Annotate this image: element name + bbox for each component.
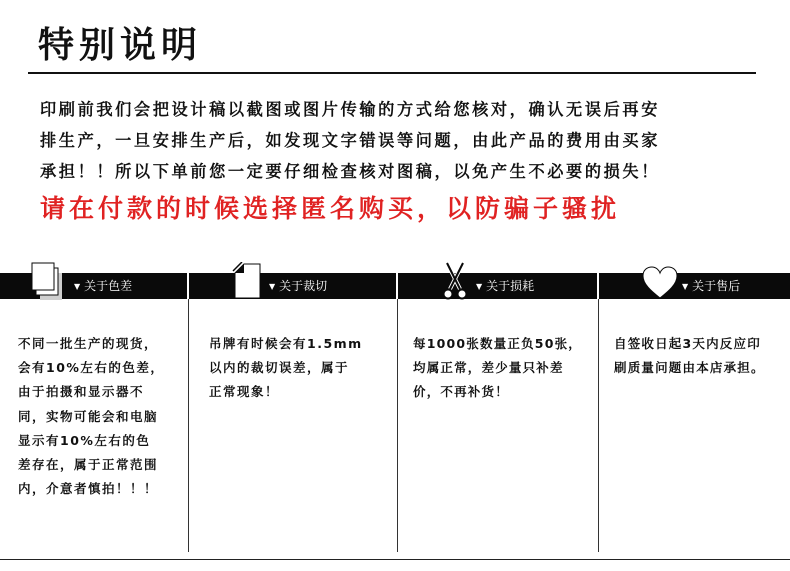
column-title-text: 关于色差: [84, 279, 133, 293]
text-line: 内，介意者慎拍！！！: [18, 481, 159, 497]
title-divider: [28, 72, 756, 74]
header-separator: [187, 273, 189, 299]
column-title-text: 关于损耗: [486, 279, 535, 293]
text-line: 正常现象！: [209, 384, 280, 400]
column-title-color-difference: [74, 273, 132, 299]
column-divider: [598, 299, 599, 552]
bottom-divider: [0, 559, 790, 560]
text-line: 会有10%左右的色差，: [18, 360, 165, 376]
column-divider: [397, 299, 398, 552]
text-line: 以内的裁切误差，属于: [209, 360, 350, 376]
header-separator: [396, 273, 398, 299]
scissors-icon: [440, 261, 470, 301]
text-line: 自签收日起3天内反应印: [614, 336, 761, 351]
page-title: 特别说明: [38, 24, 203, 66]
triangle-icon: ▼: [476, 282, 483, 291]
color-difference-text: [18, 332, 164, 501]
wastage-text: [413, 332, 582, 405]
triangle-icon: ▼: [682, 282, 689, 291]
text-line: 显示有10%左右的色: [18, 432, 151, 448]
column-title-text: 关于售后: [692, 279, 741, 293]
text-line: 不同一批生产的现货，: [18, 336, 159, 351]
text-line: 差存在，属于正常范围: [18, 457, 159, 473]
anonymous-purchase-warning: 请在付款的时候选择匿名购买，以防骗子骚扰: [40, 194, 621, 223]
column-title-after-sales: [682, 273, 740, 299]
notice-line: 排生产，一旦安排生产后，如发现文字错误等问题，由此产品的费用由买家: [40, 131, 660, 150]
text-line: 吊牌有时候会有1.5mm: [209, 336, 363, 351]
paper-stack-icon: [30, 262, 64, 302]
triangle-icon: ▼: [269, 282, 276, 291]
column-title-wastage: [476, 273, 534, 299]
cut-corner-paper-icon: [232, 262, 264, 302]
text-line: 价，不再补货！: [413, 384, 509, 400]
text-line: 同，实物可能会和电脑: [18, 408, 159, 424]
text-line: 刷质量问题由本店承担。: [614, 360, 765, 376]
heart-icon: [641, 266, 679, 300]
column-title-text: 关于裁切: [279, 279, 328, 293]
triangle-icon: ▼: [74, 282, 81, 291]
after-sales-text: [614, 332, 765, 380]
text-line: 均属正常，差少量只补差: [413, 360, 564, 376]
notice-line: 印刷前我们会把设计稿以截图或图片传输的方式给您核对，确认无误后再安: [40, 100, 660, 119]
text-line: 由于拍摄和显示器不: [18, 384, 145, 400]
text-line: 每1000张数量正负50张，: [413, 336, 582, 351]
cutting-text: [209, 332, 363, 405]
notice-line: 承担！！所以下单前您一定要仔细检查核对图稿，以免产生不必要的损失！: [40, 162, 660, 181]
column-title-cutting: [269, 273, 327, 299]
header-separator: [597, 273, 599, 299]
column-divider: [188, 299, 189, 552]
notice-paragraph: [40, 94, 760, 187]
